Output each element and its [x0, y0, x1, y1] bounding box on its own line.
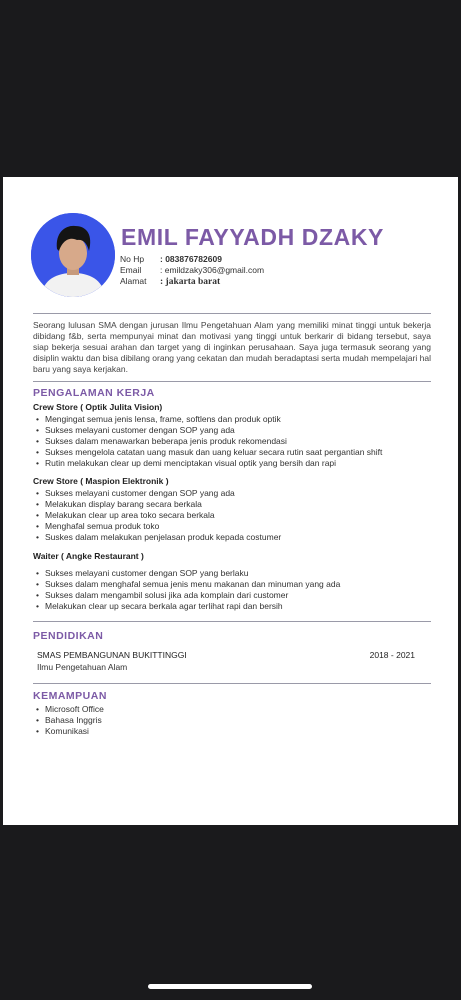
- list-item: • Sukses melayani customer dengan SOP yang berlaku: [36, 568, 340, 579]
- list-item: • Sukses mengelola catatan uang masuk dan uang keluar secara rutin saat pergantian shift: [36, 447, 382, 458]
- profile-summary: Seorang lulusan SMA dengan jurusan Ilmu Pengetahuan Alam yang memiliki minat tinggi untuk bekerja dibidang f&b, serta mempunyai minat dan motivasi yang tinggi untuk berkarir di bidang tersebut, saya siap bekerja sesuai arahan dan target yang di inginkan perusahaan. Saya juga termasuk seorang yang disiplin waktu dan bisa dibilang orang yang cekatan dan mudah beradaptasi serta mudah mempelajari hal baru yang saya kerjakan.: [33, 320, 431, 374]
- home-indicator[interactable]: [148, 984, 312, 989]
- list-item: • Sukses melayani customer dengan SOP yang ada: [36, 488, 281, 499]
- education-major: Ilmu Pengetahuan Alam: [37, 662, 128, 672]
- list-item: • Sukses melayani customer dengan SOP yang ada: [36, 425, 382, 436]
- list-item: • Melakukan display barang secara berkala: [36, 499, 281, 510]
- email-label: Email: [120, 265, 142, 275]
- profile-photo: [31, 213, 115, 297]
- list-item: • Bahasa Inggris: [36, 715, 104, 726]
- skills-list: [36, 704, 104, 737]
- job-duties-list: [36, 488, 281, 543]
- job-title: Crew Store ( Maspion Elektronik ): [33, 476, 169, 486]
- skills-title: KEMAMPUAN: [33, 690, 107, 702]
- experience-title: PENGALAMAN KERJA: [33, 387, 155, 399]
- job-duties-list: [36, 568, 340, 612]
- divider: [33, 381, 431, 382]
- job-duties-list: [36, 414, 382, 469]
- education-title: PENDIDIKAN: [33, 630, 104, 642]
- list-item: • Microsoft Office: [36, 704, 104, 715]
- list-item: • Mengingat semua jenis lensa, frame, softlens dan produk optik: [36, 414, 382, 425]
- address-value: : jakarta barat: [160, 277, 221, 287]
- person-photo-icon: [31, 213, 115, 297]
- list-item: • Sukses dalam menghafal semua jenis menu makanan dan minuman yang ada: [36, 579, 340, 590]
- address-row: [120, 276, 264, 288]
- list-item: • Melakukan clear up secara berkala agar terlihat rapi dan bersih: [36, 601, 340, 612]
- address-label: Alamat: [120, 276, 147, 286]
- contact-info: [120, 254, 264, 288]
- list-item: • Rutin melakukan clear up demi menciptakan visual optik yang bersih dan rapi: [36, 458, 382, 469]
- candidate-name: EMIL FAYYADH DZAKY: [121, 224, 385, 250]
- phone-label: No Hp: [120, 254, 145, 264]
- divider: [33, 621, 431, 622]
- divider: [33, 313, 431, 314]
- list-item: • Sukses dalam menawarkan beberapa jenis produk rekomendasi: [36, 436, 382, 447]
- education-years: 2018 - 2021: [369, 650, 415, 660]
- list-item: • Suskes dalam melakukan penjelasan produk kepada costumer: [36, 532, 281, 543]
- email-row: [120, 265, 264, 276]
- divider: [33, 683, 431, 684]
- resume-page: [3, 177, 458, 825]
- list-item: • Sukses dalam mengambil solusi jika ada komplain dari customer: [36, 590, 340, 601]
- job-title: Crew Store ( Optik Julita Vision): [33, 402, 163, 412]
- phone-row: [120, 254, 264, 265]
- phone-value: : 083876782609: [160, 254, 222, 264]
- list-item: • Menghafal semua produk toko: [36, 521, 281, 532]
- list-item: • Komunikasi: [36, 726, 104, 737]
- email-value: : emildzaky306@gmail.com: [160, 265, 265, 275]
- list-item: • Melakukan clear up area toko secara berkala: [36, 510, 281, 521]
- school-name: SMAS PEMBANGUNAN BUKITTINGGI: [37, 650, 187, 660]
- job-title: Waiter ( Angke Restaurant ): [33, 551, 144, 561]
